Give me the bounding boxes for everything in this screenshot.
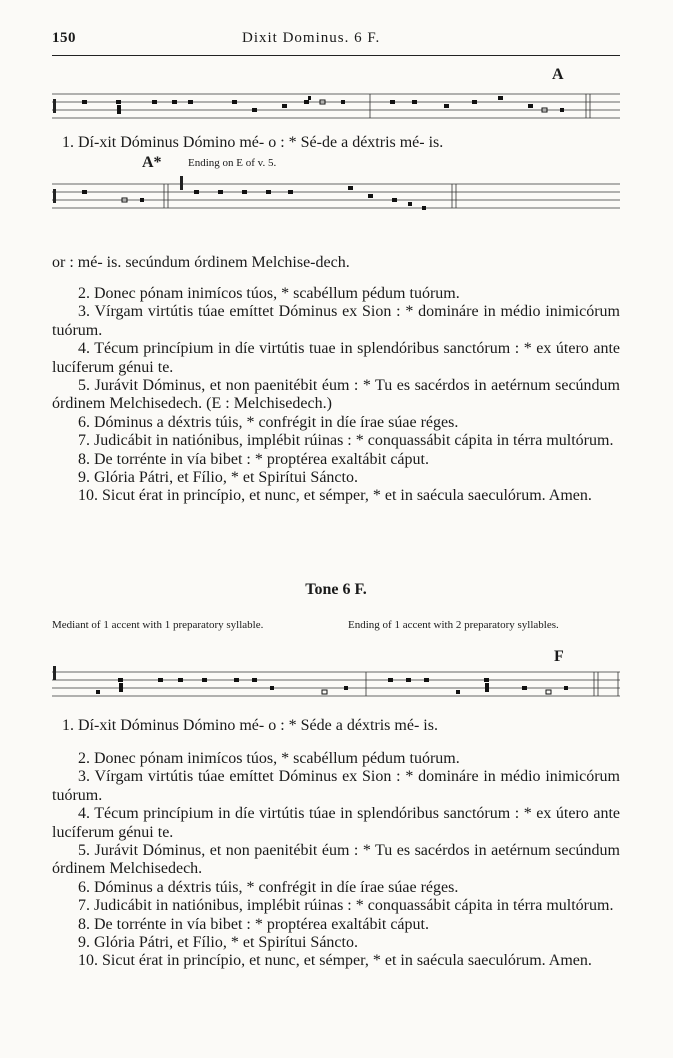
section1-verses: [52, 285, 620, 506]
verse: 9. Glória Pátri, et Fílio, * et Spirítui Sáncto.: [78, 469, 358, 487]
section1-line1: 1. Dí-xit Dóminus Dómino mé- o : * Sé-de a déxtris mé- is.: [62, 134, 444, 151]
page: [52, 30, 620, 970]
verse: 9. Glória Pátri, et Fílio, * et Spirítui Sáncto.: [78, 934, 358, 952]
verse: 10. Sicut érat in princípio, et nunc, et sémper, * et in saécula saeculórum. Amen.: [78, 487, 592, 505]
section2-line1: 1. Dí-xit Dóminus Dómino mé- o : * Séde a déxtris mé- is.: [62, 717, 438, 734]
section2-verses: [52, 750, 620, 971]
verse: 7. Judicábit in natiónibus, implébit rúinas : * conquassábit cápita in térra multórum.: [78, 432, 614, 450]
section1-line2: or : mé- is. secúndum órdinem Melchise-dech.: [52, 254, 350, 271]
verse: 2. Donec pónam inimícos túos, * scabéllum pédum tuórum.: [78, 285, 460, 302]
verse: 5. Jurávit Dóminus, et non paenitébit éum : * Tu es sacérdos in aetérnum secúndum órdinem Melchisedech. (E : Melchisedech.): [52, 377, 620, 413]
mediant-note: Mediant of 1 accent with 1 preparatory syllable.: [52, 619, 264, 631]
running-title: Dixit Dominus. 6 F.: [242, 30, 381, 46]
verse: 6. Dóminus a déxtris túis, * confrégit in díe írae súae réges.: [78, 878, 459, 896]
tone-title: Tone 6 F.: [305, 581, 367, 598]
staff-1: [52, 90, 620, 126]
letter-a-star: A*: [142, 154, 162, 171]
letter-a: A: [552, 66, 564, 83]
verse: 3. Vírgam virtútis túae emíttet Dóminus ex Sion : * domináre in médio inimicórum tuórum.: [52, 768, 620, 804]
staff-3: [52, 664, 620, 708]
verse: 10. Sicut érat in princípio, et nunc, et sémper, * et in saécula saeculórum. Amen.: [78, 952, 592, 970]
verse: 7. Judicábit in natiónibus, implébit rúinas : * conquassábit cápita in térra multórum.: [78, 897, 614, 915]
page-header: [52, 30, 620, 54]
verse: 3. Vírgam virtútis túae emíttet Dóminus ex Sion : * domináre in médio inimicórum tuórum.: [52, 303, 620, 339]
verse: 8. De torrénte in vía bibet : * proptérea exaltábit cáput.: [78, 450, 429, 468]
ending-note-2: Ending of 1 accent with 2 preparatory syllables.: [348, 619, 559, 631]
page-number: 150: [52, 30, 76, 46]
verse: 8. De torrénte in vía bibet : * proptérea exaltábit cáput.: [78, 915, 429, 933]
verse: 4. Técum princípium in díe virtútis tuae in splendóribus sanctórum : * ex útero ante lucíferum génui te.: [52, 340, 620, 376]
header-rule: [52, 55, 620, 56]
letter-f: F: [554, 648, 564, 665]
verse: 6. Dóminus a déxtris túis, * confrégit in díe írae súae réges.: [78, 413, 459, 431]
ending-note: Ending on E of v. 5.: [188, 157, 277, 169]
verse: 4. Técum princípium in díe virtútis túae in splendóribus sanctórum : * ex útero ante lucíferum génui te.: [52, 805, 620, 841]
staff-2: [52, 172, 620, 220]
verse: 2. Donec pónam inimícos túos, * scabéllum pédum tuórum.: [78, 750, 460, 767]
verse: 5. Jurávit Dóminus, et non paenitébit éum : * Tu es sacérdos in aetérnum secúndum órdinem Melchisedech.: [52, 842, 620, 878]
